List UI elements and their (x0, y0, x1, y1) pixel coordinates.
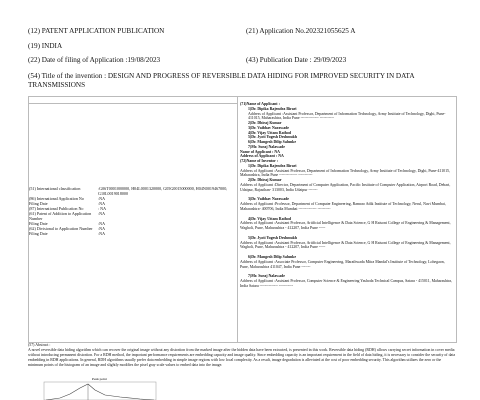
abstract-text: A novel reversible data hiding algorithm which can recover the original image without any distortion from the marked image after the hidden data have been extracted, is presented in this work. Reversible data hiding (RDH) allows carrying secret information in cover media without introducing permanent distortion. For a RDH method, the important performance requirements are embedding capacity and image quality. Since embedding capacity is an important requirement in the field of data hiding, it is necessary to consider the security of data embedding in RDH applications. In general, RDH algorithms usually prefer data embedding in simple image regions with low local complexity. As a result, image degradation is alleviated at the cost of poor embedding security. This algorithm utilizes the zero or the minimum points of the histogram of an image and slightly modifies the pixel gray scale values to embed data into the image. (28, 347, 456, 367)
application-number: (21) Application No.202321055625 A (246, 27, 356, 35)
person-name: 6)Dr. Mangesh Dilip Salunke (248, 140, 297, 144)
applicant-na-address: Address of Applicant : NA (240, 154, 284, 159)
field-label: (51) International classification (29, 186, 81, 191)
field-label: (87) International Publication No (29, 206, 84, 211)
abstract (28, 343, 456, 368)
field-row (29, 211, 234, 221)
person-address: Address of Applicant :Assistant Professor, Artificial Intelligence & Data Science, G H Raisoni College of Engineering & Management, Wagholi, Pune, Maharashtra - 412207, India Pune ----- (240, 240, 451, 250)
field-label: Filing Date (29, 201, 48, 206)
classification-fields (29, 186, 234, 236)
field-label: (61) Patent of Addition to Application Number (29, 211, 92, 221)
person-name: 6)Dr. Mangesh Dilip Salunke (248, 255, 297, 259)
field-value: :NA (98, 226, 106, 231)
field-value: : NA (98, 206, 107, 211)
country: (19) INDIA (28, 42, 63, 50)
person-name: 3)Dr. Vaibhav Narawade (248, 125, 290, 130)
field-value: :NA (98, 211, 106, 216)
person-address: Address of Applicant :Assistant Professor, Artificial Intelligence & Data Science, G H Raisoni College of Engineering & Management, Wagholi, Pune, Maharashtra - 412207, India Pune ----- (240, 221, 451, 230)
inventor-list (240, 164, 452, 289)
publication-date: (43) Publication Date : 29/09/2023 (246, 56, 347, 64)
field-value: :NA (98, 201, 106, 206)
field-row (29, 186, 234, 196)
applicant-na-name: Name of Applicant : NA (240, 149, 280, 154)
field-value: :NA (98, 196, 106, 201)
histogram-figure (40, 376, 160, 400)
person-address: Address of Applicant :Associate Professor, Computer Engineering, Marathwada Mitra Mandal's Institute of Technology, Lohegaon, Pune, Maharashtra 411047, India Pune ------- (240, 259, 445, 269)
applicant-list (240, 107, 452, 150)
field-value: :NA (98, 221, 106, 226)
field-value: :NA (98, 231, 106, 236)
person-name: 7)Mr. Suraj Nalawade (248, 274, 285, 279)
row-divider (28, 103, 238, 104)
person-address: Address of Applicant :Director, Department of Computer Application, Pacific Institute of Computer Application, Airport Road, Debari, Udaipur, Rajasthan- 313003, India Udaipur ------- (240, 182, 451, 192)
column-divider (237, 96, 238, 342)
field-label: (86) International Application No (29, 196, 84, 201)
person-name: 5)Dr. Jyoti Yogesh Deshmukh (248, 235, 297, 240)
peak-point-label: Peak point (92, 377, 107, 381)
applicants-block (240, 102, 452, 289)
person-name: 7)Mr. Suraj Nalawade (248, 144, 285, 149)
person-name: 5)Dr. Jyoti Yogesh Deshmukh (248, 135, 297, 140)
publication-type: (12) PATENT APPLICATION PUBLICATION (28, 27, 165, 35)
field-label: (62) Divisional to Application Number (29, 226, 93, 231)
figure-frame (44, 382, 156, 400)
person-name: 1)Dr. Dipika Rajendra Birari (248, 163, 297, 168)
filing-date: (22) Date of filing of Application :19/08/2023 (28, 56, 161, 64)
person-name: 1)Dr. Dipika Rajendra Birari (248, 106, 297, 111)
person-name: 2)Dr. Dhiraj Kumar (248, 178, 282, 182)
person-address: Address of Applicant :Assistant Professor, Computer Science & Engineering Yashoda Technical Campus, Satara - 415011, Maharashtra, India Satara -------------- ----------- (240, 279, 452, 288)
field-label: Filing Date (29, 231, 48, 236)
field-value: :G06T0001000000, H04L0001320000, G05G0015000000, H04N0019467000, G10L0019018000 (98, 186, 228, 196)
applicants-heading: (71)Name of Applicant : (240, 102, 280, 106)
person-address: Address of Applicant :Professor, Department of Computer Engineering, Ramrao Adik Institute of Technology, Nerul, Navi Mumbai, Maharashtra- 400706, India Mumbai -------------- ---------- (240, 202, 446, 211)
histogram-curve (46, 384, 154, 400)
person-name: 4)Dr. Vijay Uttam Rathod (248, 216, 292, 221)
person-name: 4)Dr. Vijay Uttam Rathod (248, 130, 292, 135)
field-row (29, 231, 234, 236)
invention-title: (54) Title of the invention : DESIGN AND PROGRESS OF REVERSIBLE DATA HIDING FOR IMPROVED SECURITY IN DATA TRANSMISSIONS (28, 72, 415, 89)
field-label: Filing Date (29, 221, 48, 226)
inventors-heading: (72)Name of Inventor : (240, 159, 279, 163)
person-name: 2)Dr. Dhiraj Kumar (248, 121, 282, 125)
person-address: Address of Applicant :Assistant Professor, Department of Information Technology, Army Institute of Technology, Dighi, Pune-411015, Maharashtra, India Pune -------------- ----------- (240, 168, 450, 178)
abstract-label: (57) Abstract : (28, 343, 51, 347)
person-address: Address of Applicant :Assistant Professor, Department of Information Technology, Army Institute of Technology, Dighi, Pune-411015, Maharashtra, India Pune -------------- ----------- (248, 111, 446, 121)
person-name: 3)Dr. Vaibhav Narawade (248, 197, 290, 202)
